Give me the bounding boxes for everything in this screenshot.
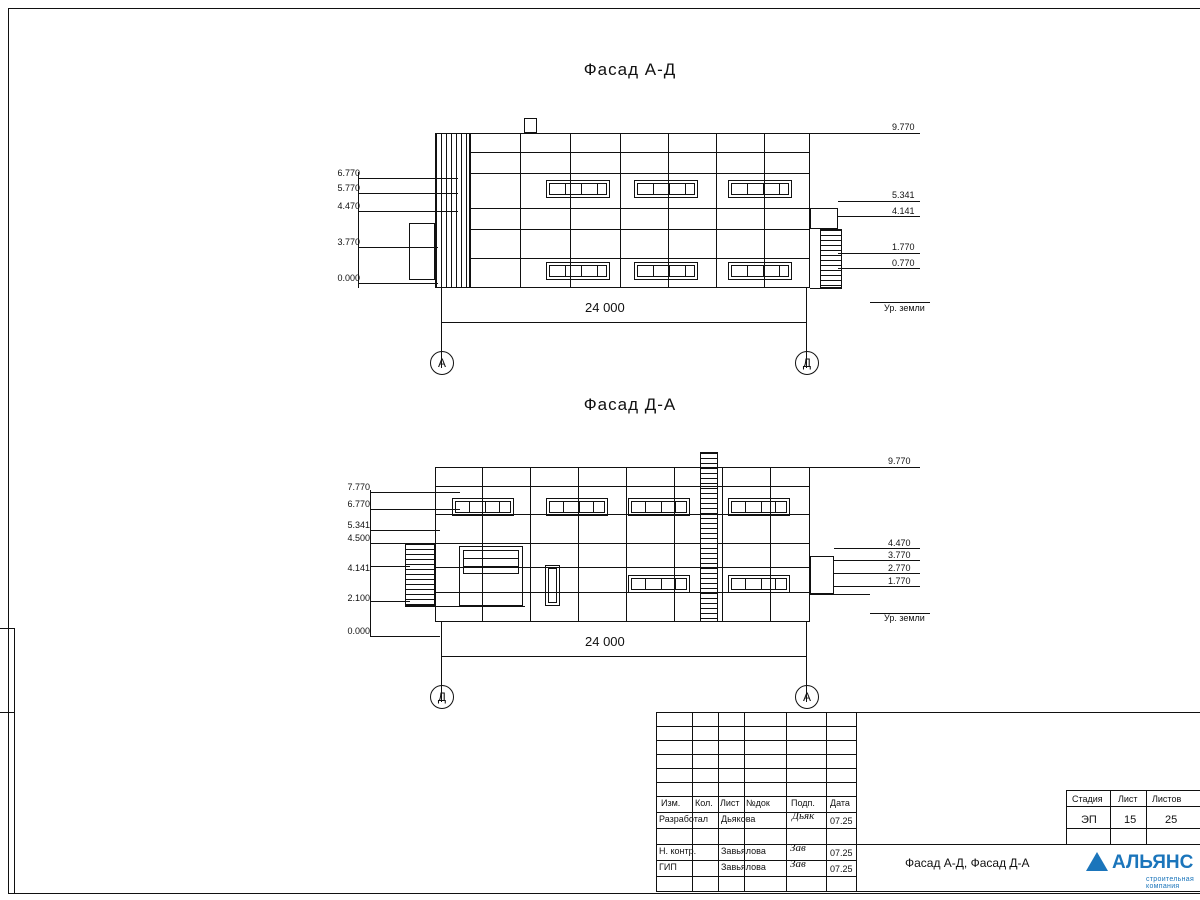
facade1-grid-v xyxy=(716,133,717,288)
facade1-window xyxy=(728,180,792,198)
facade1-level-leader xyxy=(838,253,920,254)
facade2-level-left-2: 5.341 xyxy=(347,520,370,530)
facade2-window xyxy=(628,575,690,593)
facade2-level-chain xyxy=(370,490,371,636)
title-block-role-0: Разработал xyxy=(659,814,708,824)
facade2-overall-dim: 24 000 xyxy=(585,634,625,649)
facade2-level-left-1: 6.770 xyxy=(347,499,370,509)
title-block-role-1: Н. контр. xyxy=(659,846,697,856)
facade1-left-annex xyxy=(409,223,435,280)
facade1-axis-marker-d: Д xyxy=(795,351,819,375)
title-block-header-ndok: №док xyxy=(746,798,770,808)
facade1-level-right-4: 0.770 xyxy=(892,258,915,268)
sheets-value: 25 xyxy=(1165,814,1178,826)
facade1-window xyxy=(728,262,792,280)
facade1-window xyxy=(634,180,698,198)
stage-value: ЭП xyxy=(1081,814,1097,826)
facade2-base-line-left xyxy=(405,606,525,607)
facade2-level-leader xyxy=(370,492,460,493)
facade1-level-leader xyxy=(810,133,920,134)
title-block-name-0: Дьякова xyxy=(721,814,756,824)
facade2-level-leader xyxy=(370,601,410,602)
facade2-level-leader xyxy=(834,560,920,561)
facade2-level-leader xyxy=(834,548,920,549)
facade2-level-left-3: 4.500 xyxy=(347,533,370,543)
facade2-grid-v xyxy=(722,467,723,622)
title-block-sign-1: Зав xyxy=(790,842,806,854)
facade1-level-right-2: 4.141 xyxy=(892,206,915,216)
facade1-level-right-0: 9.770 xyxy=(892,122,915,132)
title-block-date-2: 07.25 xyxy=(830,864,853,874)
facade2-level-leader xyxy=(834,573,920,574)
facade1-level-left-2: 4.470 xyxy=(337,201,360,211)
facade1-level-leader xyxy=(838,216,920,217)
facade1-window xyxy=(634,262,698,280)
title-block-right-col xyxy=(1066,790,1067,844)
sheet-border-left-divider xyxy=(0,712,14,713)
facade1-window xyxy=(546,262,610,280)
facade2-gate-rail xyxy=(463,566,519,567)
facade2-door-leaf xyxy=(548,568,557,603)
facade2-level-right-0: 9.770 xyxy=(888,456,911,466)
facade2-level-left-6: 0.000 xyxy=(347,626,370,636)
facade2-level-leader xyxy=(370,509,460,510)
facade2-level-leader xyxy=(370,566,410,567)
facade1-grid-h xyxy=(470,258,810,259)
facade2-dim-line xyxy=(441,656,806,657)
company-name: АЛЬЯНС xyxy=(1112,852,1194,873)
sheets-header: Листов xyxy=(1152,794,1182,804)
facade2-ground-label: Ур. земли xyxy=(884,613,925,623)
company-logo-icon xyxy=(1086,852,1108,871)
title-block-sign-2: Зав xyxy=(790,858,806,870)
facade1-right-base-line xyxy=(810,288,842,289)
facade1-level-right-3: 1.770 xyxy=(892,242,915,252)
facade1-level-leader xyxy=(358,283,438,284)
facade1-window xyxy=(546,180,610,198)
facade2-window xyxy=(452,498,514,516)
facade2-level-leader xyxy=(370,543,440,544)
facade1-grid-h xyxy=(470,229,810,230)
facade2-left-stair xyxy=(405,543,435,606)
title-block-header-list: Лист xyxy=(720,798,740,808)
facade2-level-leader xyxy=(834,586,920,587)
facade1-overall-dim: 24 000 xyxy=(585,300,625,315)
facade2-level-left-4: 4.141 xyxy=(347,563,370,573)
facade1-roof-vent xyxy=(524,118,537,133)
title-block-col xyxy=(786,712,787,892)
facade2-gate-panel xyxy=(463,550,519,574)
title-block-right-rule xyxy=(1066,806,1200,807)
facade1-grid-v xyxy=(470,133,471,288)
facade2-axis-marker-d: Д xyxy=(430,685,454,709)
title-block-col xyxy=(856,712,857,892)
facade1-level-leader xyxy=(358,247,438,248)
facade2-grid-h xyxy=(435,543,810,544)
title-block-header-kol: Кол. xyxy=(695,798,713,808)
facade1-level-right-1: 5.341 xyxy=(892,190,915,200)
facade1-dim-line xyxy=(441,322,806,323)
facade1-level-left-1: 5.770 xyxy=(337,183,360,193)
facade1-level-left-0: 6.770 xyxy=(337,168,360,178)
facade1-ground-label: Ур. земли xyxy=(884,303,925,313)
title-block-right-rule xyxy=(856,844,1200,845)
sheet-value: 15 xyxy=(1124,814,1137,826)
facade1-right-upper-block xyxy=(810,208,838,229)
facade1-level-leader xyxy=(358,211,458,212)
facade2-level-right-2: 3.770 xyxy=(888,550,911,560)
title-block-name-2: Завьялова xyxy=(721,862,766,872)
title-block-right-rule xyxy=(1066,828,1200,829)
facade1-grid-h xyxy=(470,173,810,174)
title-block-header-data: Дата xyxy=(830,798,850,808)
title-block-role-2: ГИП xyxy=(659,862,677,872)
title-block-right-col xyxy=(1110,790,1111,844)
facade2-window xyxy=(728,575,790,593)
facade2-window xyxy=(628,498,690,516)
facade2-grid-h xyxy=(435,486,810,487)
facade2-level-right-4: 1.770 xyxy=(888,576,911,586)
facade2-level-left-5: 2.100 xyxy=(347,593,370,603)
sheet-name: Фасад А-Д, Фасад Д-А xyxy=(905,856,1030,870)
facade1-level-left-3: 3.770 xyxy=(337,237,360,247)
stage-header: Стадия xyxy=(1072,794,1103,804)
title-block-sign-0: Дьяк xyxy=(792,810,815,822)
title-block-right-rule xyxy=(1066,790,1200,791)
facade1-axis-marker-a: А xyxy=(430,351,454,375)
title-block-header-izm: Изм. xyxy=(661,798,681,808)
title-block-date-0: 07.25 xyxy=(830,816,853,826)
facade2-grid-v xyxy=(674,467,675,622)
title-block-date-1: 07.25 xyxy=(830,848,853,858)
facade2-grid-v xyxy=(530,467,531,622)
facade1-grid-h xyxy=(470,208,810,209)
facade2-base-line-right xyxy=(810,594,870,595)
facade2-level-left-0: 7.770 xyxy=(347,482,370,492)
sheet-header: Лист xyxy=(1118,794,1138,804)
facade1-grid-v xyxy=(620,133,621,288)
facade2-axis-marker-a: А xyxy=(795,685,819,709)
facade1-grid-h xyxy=(470,152,810,153)
facade2-grid-v xyxy=(626,467,627,622)
facade2-right-block xyxy=(810,556,834,594)
facade2-window xyxy=(728,498,790,516)
facade2-window xyxy=(546,498,608,516)
facade2-level-leader xyxy=(370,636,440,637)
company-subtitle: строительная компания xyxy=(1146,876,1195,890)
facade2-stair-shaft xyxy=(700,452,718,622)
facade2-grid-v xyxy=(578,467,579,622)
facade1-right-stair xyxy=(820,229,842,288)
sheet-border-left-strip xyxy=(0,628,15,893)
facade1-title: Фасад А-Д xyxy=(583,60,677,79)
facade2-gate-rail xyxy=(463,558,519,559)
facade1-level-leader xyxy=(838,201,920,202)
facade2-level-right-1: 4.470 xyxy=(888,538,911,548)
title-block-col xyxy=(692,712,693,892)
title-block-name-1: Завьялова xyxy=(721,846,766,856)
facade1-level-leader xyxy=(358,193,458,194)
facade2-level-right-3: 2.770 xyxy=(888,563,911,573)
facade2-level-leader xyxy=(810,467,920,468)
facade2-grid-v xyxy=(770,467,771,622)
title-block-right-col xyxy=(1146,790,1147,844)
title-block-col xyxy=(826,712,827,892)
title-block-col xyxy=(718,712,719,892)
facade1-level-leader xyxy=(838,268,920,269)
facade2-level-leader xyxy=(370,530,440,531)
facade1-grid-v xyxy=(520,133,521,288)
facade1-level-left-4: 0.000 xyxy=(337,273,360,283)
facade2-title: Фасад Д-А xyxy=(583,395,677,414)
title-block-header-podp: Подп. xyxy=(791,798,815,808)
facade1-level-leader xyxy=(358,178,458,179)
